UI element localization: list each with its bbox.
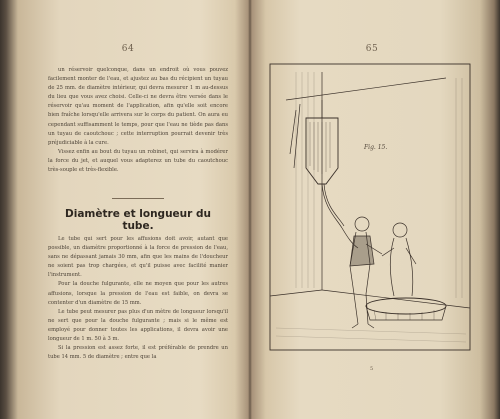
right-page [254, 0, 490, 419]
paragraph: Le tube qui sert pour les affusions doit avoir, autant que possible, un diamètre proportionné à la force de pression de l'eau, sans ne dépassant jamais 30 mm, afin que les mains de l'doucheur ne soient pas trop chargées, et qu'il puisse avec facilité manier l'instrument. [48, 236, 228, 279]
left-page [12, 0, 244, 419]
page-number-right: 65 [365, 44, 379, 54]
page-number-left: 64 [121, 44, 135, 54]
paragraph: un réservoir quelconque, dans un endroit où vous pouvez facilement monter de l'eau, et ajustez au bas du récipient un tuyau de 25 mm. de diamètre intérieur, qui devra mesurer 1 m au-dessus du lieu que vous avez choisi. Celle-ci ne devra être versée dans le réservoir qu'au moment de l'application, afin qu'elle soit encore bien fraîche lorsqu'elle arrivera sur le corps du patient. On aura eu cependant suffisamment le temps, pour que l'eau ne tiède pas dans un tuyau de caoutchouc ; cette interruption pourrait devenir très préjudiciable à la cure. [48, 67, 228, 146]
signature-mark: 5 [370, 366, 374, 372]
text-block-top [48, 66, 228, 175]
figure-caption: Fig. 15. [364, 144, 388, 151]
section-heading: Diamètre et longueur du tube. [65, 208, 211, 232]
illustration-douche [266, 58, 478, 358]
paragraph: Le tube peut mesurer pas plus d'un mètre de longueur lorsqu'il ne sert que pour la douche fulgurante ; mais si le même est employé pour donner toutes les applications, il devra avoir une longueur de 1 m. 50 à 3 m. [48, 308, 228, 343]
section-divider [112, 198, 164, 199]
shower-treatment-engraving [266, 58, 478, 358]
paragraph: Pour la douche fulgurante, elle ne moyen que pour les autres affusions, lorsque la pression de l'eau est faible, on devra se contenter d'un diamètre de 15 mm. [48, 281, 228, 306]
paragraph: Si la pression est assez forte, il est préférable de prendre un tube 14 mm. 5 de diamètre ; entre que la [48, 345, 228, 361]
text-block-bottom [48, 235, 228, 362]
paragraph: Vissez enfin au bout du tuyau un robinet, qui servira à modérer la force du jet, et auquel vous adapterez un tube du caoutchouc très-souple et très-flexible. [48, 148, 228, 174]
